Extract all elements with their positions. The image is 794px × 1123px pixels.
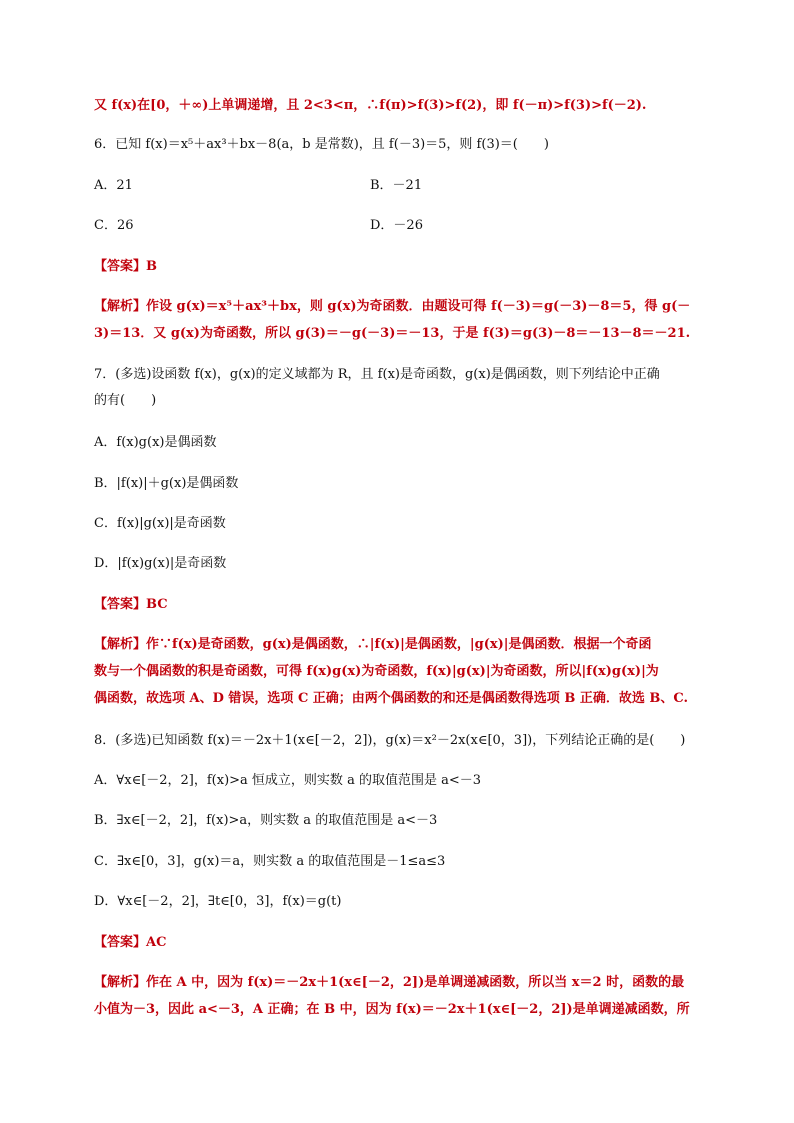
question-7-analysis-line-1: 【解析】作∵f(x)是奇函数，g(x)是偶函数，∴|f(x)|是偶函数，|g(x)|是偶函数．根据一个奇函 [94,637,652,652]
question-8-option-a: A．∀x∈[－2，2]，f(x)>a 恒成立，则实数 a 的取值范围是 a<－3 [94,773,481,788]
question-6-option-d: D．－26 [370,218,423,233]
question-6-analysis-line-2: 3)＝13．又 g(x)为奇函数，所以 g(3)＝－g(－3)＝－13，于是 f(3)＝g(3)－8＝－13－8＝－21. [94,326,691,341]
question-7-option-c: C．f(x)|g(x)|是奇函数 [94,516,226,531]
question-7-analysis-line-2: 数与一个偶函数的积是奇函数，可得 f(x)g(x)为奇函数，f(x)|g(x)|为奇函数，所以|f(x)g(x)|为 [94,664,659,679]
question-8-option-d: D．∀x∈[－2，2]，∃t∈[0，3]，f(x)＝g(t) [94,894,342,909]
question-8-analysis-line-1: 【解析】作在 A 中，因为 f(x)＝－2x＋1(x∈[－2，2])是单调递减函数，所以当 x＝2 时，函数的最 [94,975,685,990]
question-6-answer: 【答案】B [94,259,157,274]
question-6-option-b: B．－21 [370,178,423,193]
question-8-option-c: C．∃x∈[0，3]，g(x)＝a，则实数 a 的取值范围是－1≤a≤3 [94,854,446,869]
question-7-analysis-line-3: 偶函数，故选项 A、D 错误，选项 C 正确；由两个偶函数的和还是偶函数得选项 B 正确．故选 B、C. [94,691,689,706]
question-8-analysis-line-2: 小值为－3，因此 a<－3，A 正确；在 B 中，因为 f(x)＝－2x＋1(x∈[－2，2])是单调递减函数，所 [94,1002,690,1017]
question-7-option-a: A．f(x)g(x)是偶函数 [94,435,217,450]
question-8-option-b: B．∃x∈[－2，2]，f(x)>a，则实数 a 的取值范围是 a<－3 [94,813,438,828]
question-8-answer: 【答案】AC [94,935,167,950]
question-7-option-b: B．|f(x)|＋g(x)是偶函数 [94,476,239,491]
question-8-stem: 8．(多选)已知函数 f(x)＝－2x＋1(x∈[－2，2])，g(x)＝x²－2x(x∈[0，3])，下列结论正确的是( ) [94,733,686,748]
question-6-option-a: A．21 [94,178,133,193]
intro-analysis-line: 又 f(x)在[0，＋∞)上单调递增，且 2<3<π，∴f(π)>f(3)>f(2)，即 f(－π)>f(3)>f(－2). [94,98,647,113]
question-6-analysis-line-1: 【解析】作设 g(x)＝x⁵＋ax³＋bx，则 g(x)为奇函数．由题设可得 f(－3)＝g(－3)－8＝5，得 g(－ [94,299,691,314]
question-7-answer: 【答案】BC [94,597,168,612]
question-6-option-c: C．26 [94,218,134,233]
question-7-stem-line-2: 的有( ) [94,393,157,408]
question-7-stem-line-1: 7．(多选)设函数 f(x)，g(x)的定义域都为 R，且 f(x)是奇函数，g(x)是偶函数，则下列结论中正确 [94,367,660,382]
question-6-stem: 6．已知 f(x)＝x⁵＋ax³＋bx－8(a，b 是常数)，且 f(－3)＝5，则 f(3)＝( ) [94,137,549,152]
question-7-option-d: D．|f(x)g(x)|是奇函数 [94,556,227,571]
